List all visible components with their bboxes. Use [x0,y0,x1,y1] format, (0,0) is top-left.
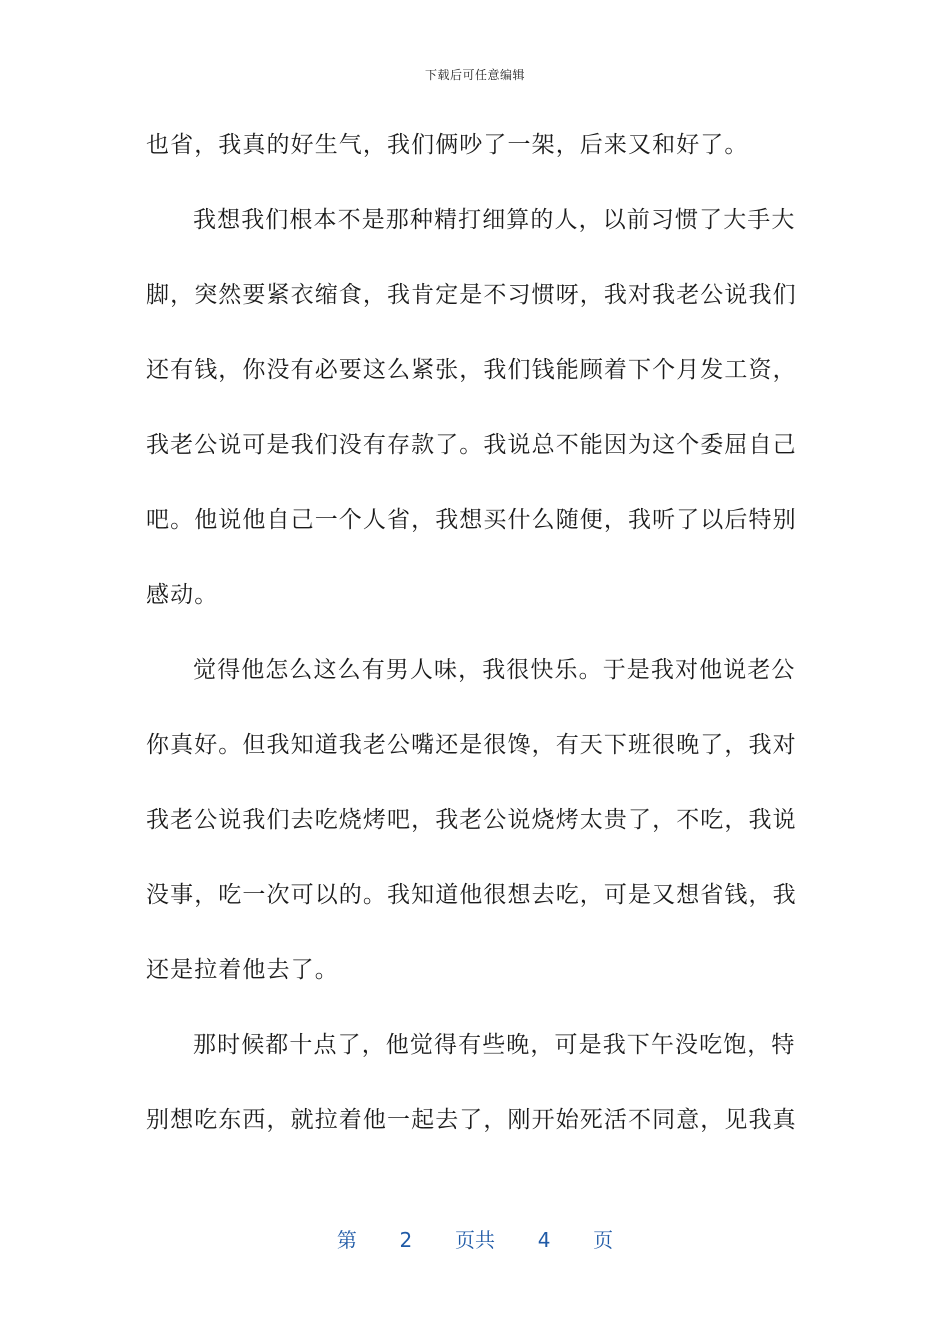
text-line: 我想我们根本不是那种精打细算的人，以前习惯了大手大 [193,207,796,233]
text-line: 没事，吃一次可以的。我知道他很想去吃，可是又想省钱，我 [146,882,797,908]
text-line: 我老公说我们去吃烧烤吧，我老公说烧烤太贵了，不吃，我说 [146,807,797,833]
text-line: 觉得他怎么这么有男人味，我很快乐。于是我对他说老公 [193,657,796,683]
text-line: 感动。 [146,582,219,608]
text-line: 你真好。但我知道我老公嘴还是很馋，有天下班很晚了，我对 [146,732,797,758]
text-line: 那时候都十点了，他觉得有些晚，可是我下午没吃饱，特 [193,1032,796,1058]
text-line: 别想吃东西，就拉着他一起去了，刚开始死活不同意，见我真 [146,1107,797,1133]
text-line: 脚，突然要紧衣缩食，我肯定是不习惯呀，我对我老公说我们 [146,282,797,308]
text-line: 我老公说可是我们没有存款了。我说总不能因为这个委屈自己 [146,432,797,458]
text-line: 还是拉着他去了。 [146,957,339,983]
footer-ye-gong: 页共 [455,1228,495,1252]
footer-ye: 页 [593,1228,614,1252]
text-line: 吧。他说他自己一个人省，我想买什么随便，我听了以后特别 [146,507,797,533]
text-line: 还有钱，你没有必要这么紧张，我们钱能顾着下个月发工资， [146,357,797,383]
page-number-footer [0,1224,950,1253]
footer-current-page: 2 [399,1228,413,1252]
document-body [146,121,797,1171]
footer-total-pages: 4 [537,1228,551,1252]
page-header: 下载后可任意编辑 [424,68,525,82]
text-line: 也省，我真的好生气，我们俩吵了一架，后来又和好了。 [146,132,749,158]
footer-di: 第 [336,1228,357,1252]
